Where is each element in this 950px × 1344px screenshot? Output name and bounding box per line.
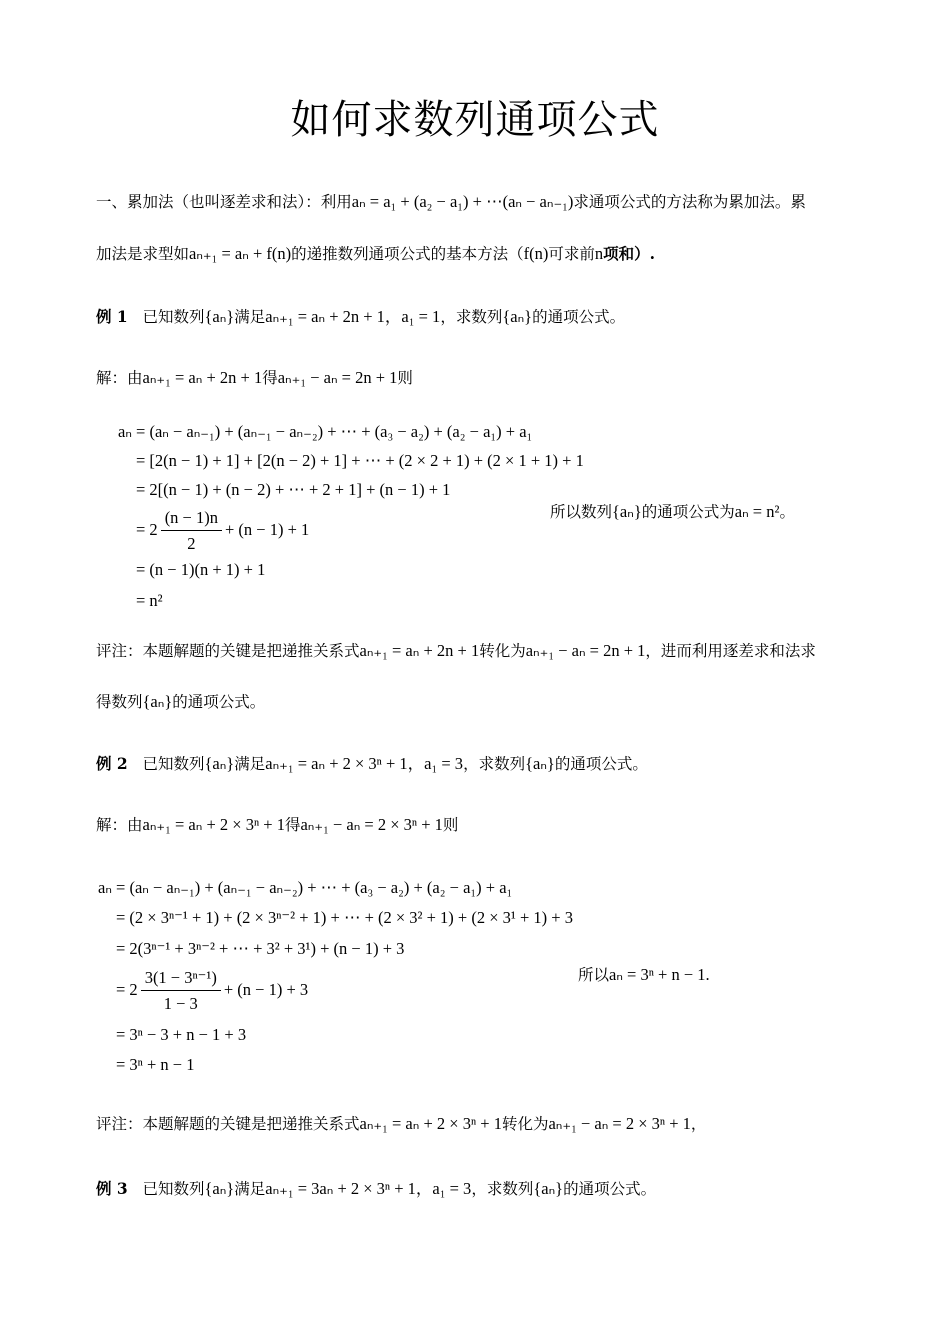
derivation-line: = 2(3ⁿ⁻¹ + 3ⁿ⁻² + ⋯ + 3² + 3¹) + (n − 1) + 3 (116, 939, 405, 958)
text: 所以 (578, 966, 610, 984)
example2-statement (96, 750, 648, 774)
method-intro-line2 (96, 242, 655, 264)
text: 的递推数列通项公式的基本方法（ (291, 245, 524, 263)
text: 的通项公式为 (641, 503, 735, 521)
text: 已知数列 (142, 755, 205, 773)
denominator: 1 − 3 (163, 994, 198, 1013)
text: 转化为 (479, 642, 526, 660)
example1-conclusion (550, 500, 795, 522)
text: 求通项公式的方法称为累加法。累 (573, 193, 806, 211)
formula: {aₙ} (533, 1179, 564, 1198)
text: 已知数列 (142, 308, 205, 326)
text: 的通项公式。 (532, 308, 626, 326)
text: + (n − 1) + 1 (224, 519, 310, 539)
derivation-line: = [2(n − 1) + 1] + [2(n − 2) + 1] + ⋯ + (2 × 2 + 1) + (2 × 1 + 1) + 1 (136, 451, 584, 470)
text: 得 (262, 369, 278, 387)
example1-note-line1 (96, 639, 816, 661)
derivation-line: = (2 × 3ⁿ⁻¹ + 1) + (2 × 3ⁿ⁻² + 1) + ⋯ + (2 × 3² + 1) + (2 × 3¹ + 1) + 3 (116, 908, 573, 927)
formula: {aₙ} (204, 754, 235, 773)
formula: aₙ₊₁ = aₙ + f(n) (189, 244, 292, 263)
example2-note (96, 1112, 706, 1134)
text: 满足 (234, 1180, 266, 1198)
text: 加法是求型如 (96, 245, 190, 263)
example1-solution-intro (96, 366, 413, 388)
derivation-line: aₙ = (aₙ − aₙ₋₁) + (aₙ₋₁ − aₙ₋₂) + ⋯ + (a₃ − a₂) + (a₂ − a₁) + a₁ (118, 422, 533, 441)
formula: aₙ = n² (734, 502, 780, 521)
example1-statement (96, 303, 625, 327)
formula: {aₙ} (525, 754, 555, 773)
example3-statement (96, 1175, 656, 1199)
formula: aₙ₊₁ = aₙ + 2n + 1 (359, 641, 480, 660)
formula: f(n) (523, 244, 549, 263)
example2-solution-intro (96, 813, 458, 835)
derivation-line: = (n − 1)(n + 1) + 1 (136, 560, 266, 579)
denominator: 2 (187, 534, 196, 553)
formula: aₙ₊₁ − aₙ = 2 × 3ⁿ + 1 (300, 815, 443, 834)
text: 所以数列 (550, 503, 613, 521)
formula: aₙ = a₁ + (a₂ − a₁) + ⋯(aₙ − aₙ₋₁) (351, 192, 574, 211)
formula: aₙ₊₁ = aₙ + 2 × 3ⁿ + 1 (142, 815, 285, 834)
formula: aₙ₊₁ − aₙ = 2n + 1 (525, 641, 646, 660)
text: = 2 (116, 979, 138, 999)
formula: aₙ₊₁ − aₙ = 2n + 1 (277, 368, 398, 387)
fraction (141, 968, 221, 1014)
derivation-line: = 3ⁿ − 3 + n − 1 + 3 (116, 1025, 247, 1044)
text: 满足 (234, 308, 266, 326)
text: = 2 (136, 519, 158, 539)
text: 评注：本题解题的关键是把递推关系式 (96, 1115, 360, 1133)
text: 则 (397, 369, 413, 387)
text: 项和）. (603, 244, 656, 263)
text: ，求数列 (463, 755, 526, 773)
page-title: 如何求数列通项公式 (290, 97, 660, 143)
derivation-line: = 3ⁿ + n − 1 (116, 1055, 195, 1074)
text: 转化为 (501, 1115, 549, 1133)
example-label: 例 2 (96, 754, 128, 773)
text: 得数列 (96, 693, 143, 711)
formula: {aₙ} (204, 1179, 235, 1198)
formula: {aₙ} (502, 307, 533, 326)
derivation-line: = n² (136, 591, 163, 610)
text: 可求前 (548, 245, 595, 263)
text: ， (690, 1115, 707, 1133)
text: 的通项公式。 (554, 755, 648, 773)
example2-conclusion (578, 963, 710, 985)
text: 已知数列 (142, 1180, 205, 1198)
text: 解：由 (96, 816, 143, 834)
formula: n (594, 244, 604, 263)
text: 的通项公式。 (563, 1180, 657, 1198)
example1-note-line2 (96, 690, 265, 712)
numerator: (n − 1)n (161, 508, 222, 531)
formula: aₙ₊₁ − aₙ = 2 × 3ⁿ + 1 (548, 1114, 691, 1133)
derivation-line: = 2[(n − 1) + (n − 2) + ⋯ + 2 + 1] + (n − 1) + 1 (136, 480, 451, 499)
text: 则 (442, 816, 459, 834)
fraction (161, 508, 222, 554)
derivation-fraction-line (116, 968, 308, 1014)
formula: aₙ₊₁ = 3aₙ + 2 × 3ⁿ + 1，a₁ = 3 (265, 1179, 472, 1198)
derivation-line: aₙ = (aₙ − aₙ₋₁) + (aₙ₋₁ − aₙ₋₂) + ⋯ + (a₃ − a₂) + (a₂ − a₁) + a₁ (98, 878, 513, 897)
derivation-fraction-line (136, 508, 309, 554)
text: 。 (779, 503, 795, 521)
formula: aₙ₊₁ = aₙ + 2n + 1 (142, 368, 263, 387)
formula: {aₙ} (204, 307, 235, 326)
formula: {aₙ} (142, 692, 173, 711)
formula: aₙ₊₁ = aₙ + 2n + 1，a₁ = 1 (265, 307, 441, 326)
formula: aₙ₊₁ = aₙ + 2 × 3ⁿ + 1，a₁ = 3 (265, 754, 464, 773)
formula: {aₙ} (612, 502, 642, 521)
text: ，进而利用逐差求和法求 (645, 642, 816, 660)
text: 满足 (234, 755, 266, 773)
text: 得 (284, 816, 301, 834)
example-label: 例 3 (96, 1179, 128, 1198)
text: + (n − 1) + 3 (223, 979, 309, 999)
formula: aₙ₊₁ = aₙ + 2 × 3ⁿ + 1 (359, 1114, 502, 1133)
method-intro-line1 (96, 190, 806, 212)
formula: aₙ = 3ⁿ + n − 1. (609, 965, 710, 984)
text: 一、累加法（也叫逐差求和法）：利用 (96, 193, 352, 211)
text: 评注：本题解题的关键是把递推关系式 (96, 642, 360, 660)
example-label: 例 1 (96, 307, 128, 326)
numerator: 3(1 − 3ⁿ⁻¹) (141, 968, 221, 991)
text: 解：由 (96, 369, 143, 387)
text: 的通项公式。 (172, 693, 266, 711)
text: ，求数列 (440, 308, 503, 326)
text: ，求数列 (471, 1180, 534, 1198)
